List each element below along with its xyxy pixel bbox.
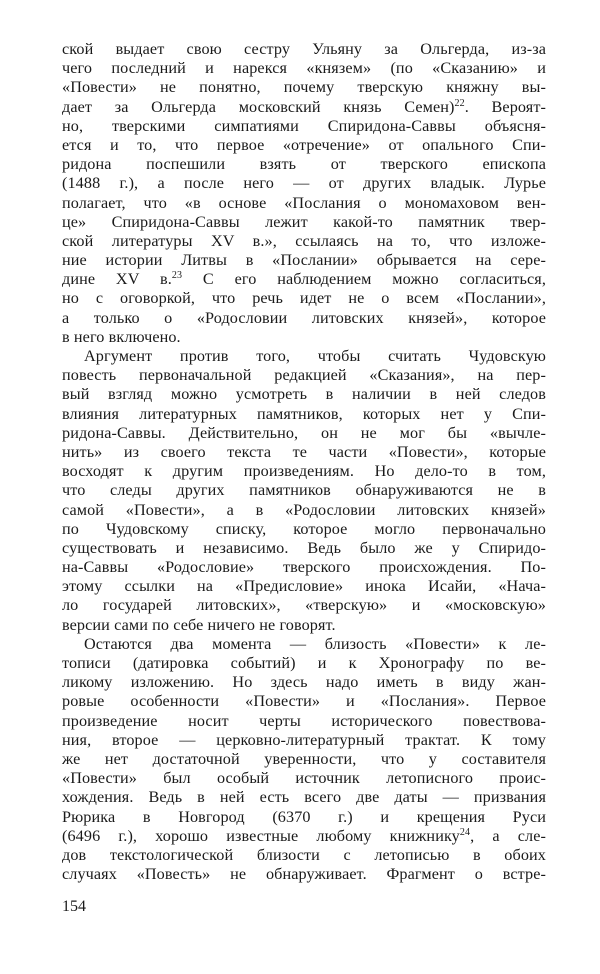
text-segment: дов текстологической близости с летописью в обоих [62,845,546,864]
text-line [62,827,546,846]
text-segment: случаях «Повесть» не обнаруживает. Фрагмент о встре- [62,865,546,884]
text-line [62,270,546,289]
text-line [62,424,546,443]
text-line [62,443,546,462]
body-text [62,40,546,884]
text-segment: . Вероят- [464,97,546,116]
text-segment: влияния литературных памятников, которых нет у Спи- [62,404,546,423]
text-segment: «Повести» не понятно, почему тверскую княжну вы- [62,78,546,97]
text-line [62,289,546,308]
text-segment: ется и то, что первое «отречение» от опального Спи- [62,135,546,154]
text-line [62,596,546,615]
text-line [62,731,546,750]
text-line [62,635,546,654]
text-line [62,750,546,769]
page-number: 154 [62,898,86,915]
text-line [62,136,546,155]
text-line [62,347,546,366]
text-line [62,539,546,558]
text-segment: ридона-Саввы. Действительно, он не мог бы «вычле- [62,423,546,442]
text-segment: но, тверскими симпатиями Спиридона-Саввы объясня- [62,116,546,135]
text-line [62,251,546,270]
text-line [62,712,546,731]
text-line [62,98,546,117]
text-line [62,309,546,328]
text-segment: Остаются два момента — близость «Повести» к ле- [84,634,546,653]
text-line [62,405,546,424]
text-line [62,155,546,174]
text-segment: це» Спиридона-Саввы лежит какой-то памятник твер- [62,212,546,231]
text-line [62,769,546,788]
text-segment: версии сами по себе ничего не говорят. [62,615,336,634]
text-segment: существовать и независимо. Ведь было же у Спиридо- [62,538,546,557]
text-segment: в него включено. [62,327,181,346]
text-line [62,654,546,673]
text-segment: ликому изложению. Но здесь надо иметь в виду жан- [62,673,546,692]
text-line [62,117,546,136]
text-segment: тописи (датировка событий) и к Хронографу по ве- [62,654,546,672]
text-line [62,808,546,827]
text-segment: ния, второе — церковно-литературный трактат. К тому [62,730,546,749]
text-line [62,232,546,251]
text-segment: С его наблюдением можно согласиться, [182,270,546,289]
text-segment: (6496 г.), хорошо известные любому книжнику [62,826,460,845]
text-segment: ской выдает свою сестру Ульяну за Ольгерда, из-за [62,40,546,58]
text-line [62,194,546,213]
text-segment: что следы других памятников обнаруживаются не в [62,481,546,500]
text-segment: Аргумент против того, чтобы считать Чудовскую [84,347,546,365]
text-line [62,673,546,692]
text-segment: чего последний и нарекся «князем» (по «Сказанию» и [62,59,546,78]
text-segment: Рюрика в Новгород (6370 г.) и крещения Руси [62,807,546,826]
text-line [62,481,546,500]
text-line [62,40,546,59]
text-segment: (1488 г.), а после него — от других владык. Лурье [62,174,546,193]
text-segment: самой «Повести», а в «Родословии литовских князей» [62,500,546,519]
text-line [62,366,546,385]
text-line [62,501,546,520]
footnote-ref: 23 [171,270,183,282]
footnote-ref: 22 [454,97,465,109]
text-line [62,385,546,404]
text-segment: , а сле- [470,826,546,845]
text-segment: хождения. Ведь в ней есть всего две даты — призвания [62,788,546,807]
text-segment: ло государей литовских», «тверскую» и «московскую» [62,596,546,615]
text-segment: этому ссылки на «Предисловие» инока Исайи, «Нача- [62,577,546,596]
text-line [62,78,546,97]
text-segment: ской литературы XV в.», ссылаясь на то, что изложе- [62,231,546,250]
text-line [62,558,546,577]
text-line [62,59,546,78]
text-segment: на-Саввы «Родословие» тверского происхождения. По- [62,558,546,577]
text-line [62,213,546,232]
text-line [62,788,546,807]
text-segment: ридона поспешили взять от тверского епископа [62,155,546,174]
text-segment: дине XV в. [62,270,172,289]
text-line [62,865,546,884]
text-segment: а только о «Родословии литовских князей», которое [62,308,546,327]
text-segment: восходят к другим произведениям. Но дело-то в том, [62,462,546,481]
text-line [62,692,546,711]
text-line [62,520,546,539]
text-segment: дает за Ольгерда московский князь Семен) [62,97,455,116]
text-segment: ние истории Литвы в «Послании» обрывается на сере- [62,251,546,270]
footnote-ref: 24 [459,826,471,838]
text-segment: полагает, что «в основе «Послания о мономаховом вен- [62,193,546,212]
text-line [62,174,546,193]
text-segment: повесть первоначальной редакцией «Сказания», на пер- [62,366,546,385]
text-line [62,846,546,865]
text-segment: вый взгляд можно усмотреть в наличии в ней следов [62,385,546,404]
text-segment: же нет достаточной уверенности, что у составителя [62,749,546,768]
text-line [62,462,546,481]
text-segment: но с оговоркой, что речь идет не о всем «Послании», [62,289,546,308]
text-segment: произведение носит черты исторического повествова- [62,711,546,730]
text-line [62,616,546,635]
text-segment: по Чудовскому списку, которое могло первоначально [62,519,546,538]
text-line [62,577,546,596]
text-segment: нить» из своего текста те части «Повести», которые [62,442,546,461]
text-segment: «Повести» был особый источник летописного проис- [62,769,546,788]
text-segment: ровые особенности «Повести» и «Послания». Первое [62,692,546,711]
text-line [62,328,546,347]
